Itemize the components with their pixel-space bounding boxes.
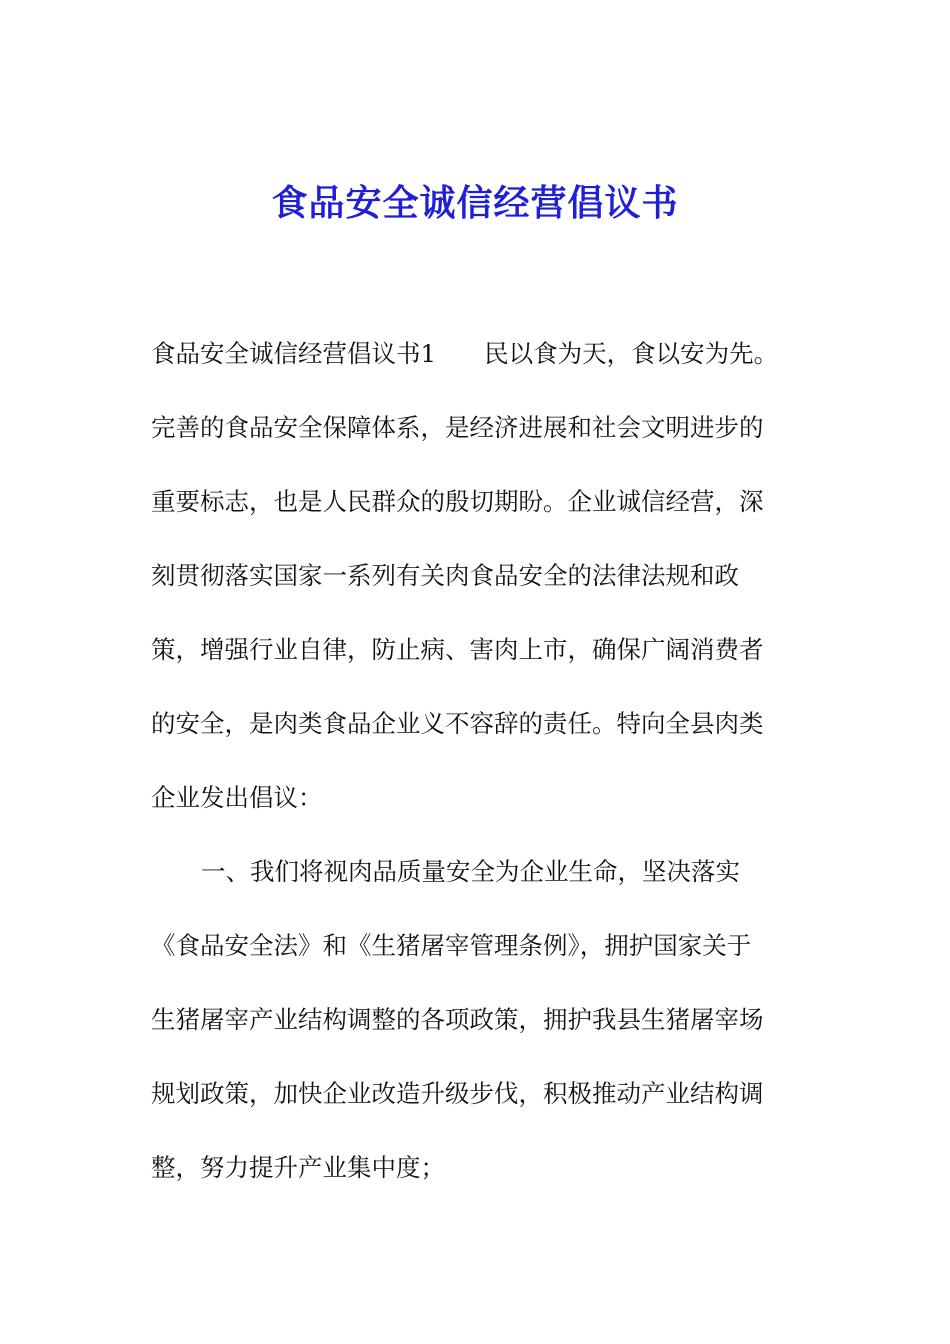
text-line: 重要标志，也是人民群众的殷切期盼。企业诚信经营，深 (151, 487, 764, 516)
text-line-content: 民以食为天，食以安为先。 (484, 339, 779, 368)
text-line: 的安全，是肉类食品企业义不容辞的责任。特向全县肉类 (151, 709, 764, 738)
document-title: 食品安全诚信经营倡议书 (271, 182, 679, 224)
text-line: 完善的食品安全保障体系，是经济进展和社会文明进步的 (151, 413, 764, 442)
text-line: 一、我们将视肉品质量安全为企业生命，坚决落实 (201, 857, 740, 886)
text-line: 规划政策，加快企业改造升级步伐，积极推动产业结构调 (151, 1079, 764, 1108)
text-line: 整，努力提升产业集中度； (151, 1153, 445, 1182)
text-line: 企业发出倡议： (151, 783, 323, 812)
text-line: 策，增强行业自律，防止病、害肉上市，确保广阔消费者 (151, 635, 764, 664)
text-line: 生猪屠宰产业结构调整的各项政策，拥护我县生猪屠宰场 (151, 1005, 764, 1034)
text-line: 《食品安全法》和《生猪屠宰管理条例》，拥护国家关于 (151, 931, 752, 960)
section-heading: 食品安全诚信经营倡议书1 (151, 339, 437, 368)
text-line (151, 337, 778, 371)
text-line: 刻贯彻落实国家一系列有关肉食品安全的法律法规和政 (151, 561, 739, 590)
